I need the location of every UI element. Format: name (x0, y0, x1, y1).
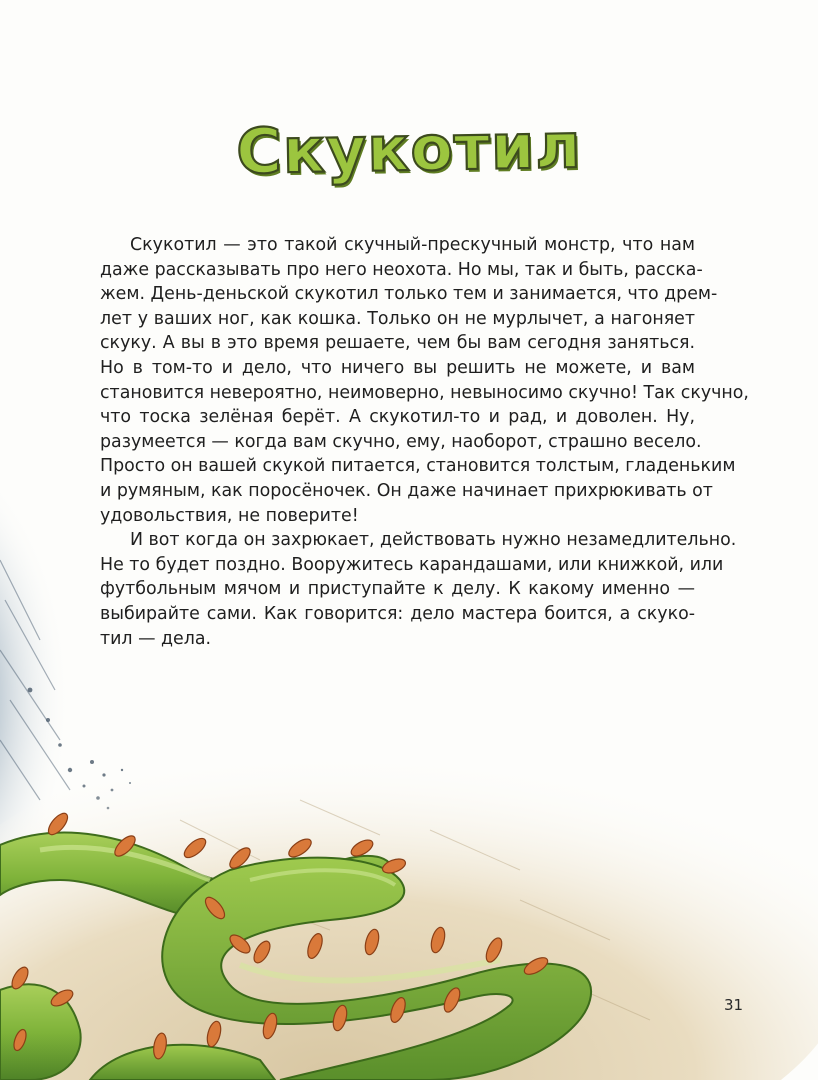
text-line: скуку. А вы в это время решаете, чем бы вам сегодня заняться. (100, 333, 695, 354)
paragraph-2 (100, 528, 737, 651)
text-line: тил — дела. (100, 628, 212, 649)
text-line: лет у ваших ног, как кошка. Только он не мурлычет, а нагоняет (100, 308, 695, 329)
text-line: выбирайте сами. Как говорится: дело мастера боится, а скуко- (100, 603, 695, 624)
text-line: что тоска зелёная берёт. А скукотил-то и рад, и доволен. Ну, (100, 407, 695, 428)
text-line: даже рассказывать про него неохота. Но мы, так и быть, расска- (100, 259, 703, 280)
paragraph-1 (100, 233, 749, 528)
page-number: 31 (724, 996, 744, 1014)
text-line: Но в том-то и дело, что ничего вы решить не можете, и вам (100, 357, 695, 378)
text-line: удовольствия, не поверите! (100, 505, 359, 526)
text-line: жем. День-деньской скукотил только тем и занимается, что дрем- (100, 284, 718, 305)
text-line: Не то будет поздно. Вооружитесь карандашами, или книжкой, или (100, 554, 724, 575)
story-text (100, 233, 749, 651)
page-title: Скукотил (235, 108, 583, 189)
text-line: Скукотил — это такой скучный-прескучный монстр, что нам (130, 235, 695, 255)
text-line: и румяным, как поросёночек. Он даже начинает прихрюкивать от (100, 480, 713, 501)
text-line: разумеется — когда вам скучно, ему, наоборот, страшно весело. (100, 431, 702, 452)
text-line: И вот когда он захрюкает, действовать нужно незамедлительно. (130, 530, 737, 551)
text-line: Просто он вашей скукой питается, становится толстым, гладеньким (100, 456, 736, 477)
text-line: становится невероятно, неимоверно, невыносимо скучно! Так скучно, (100, 382, 749, 403)
text-line: футбольным мячом и приступайте к делу. К какому именно — (100, 579, 695, 600)
